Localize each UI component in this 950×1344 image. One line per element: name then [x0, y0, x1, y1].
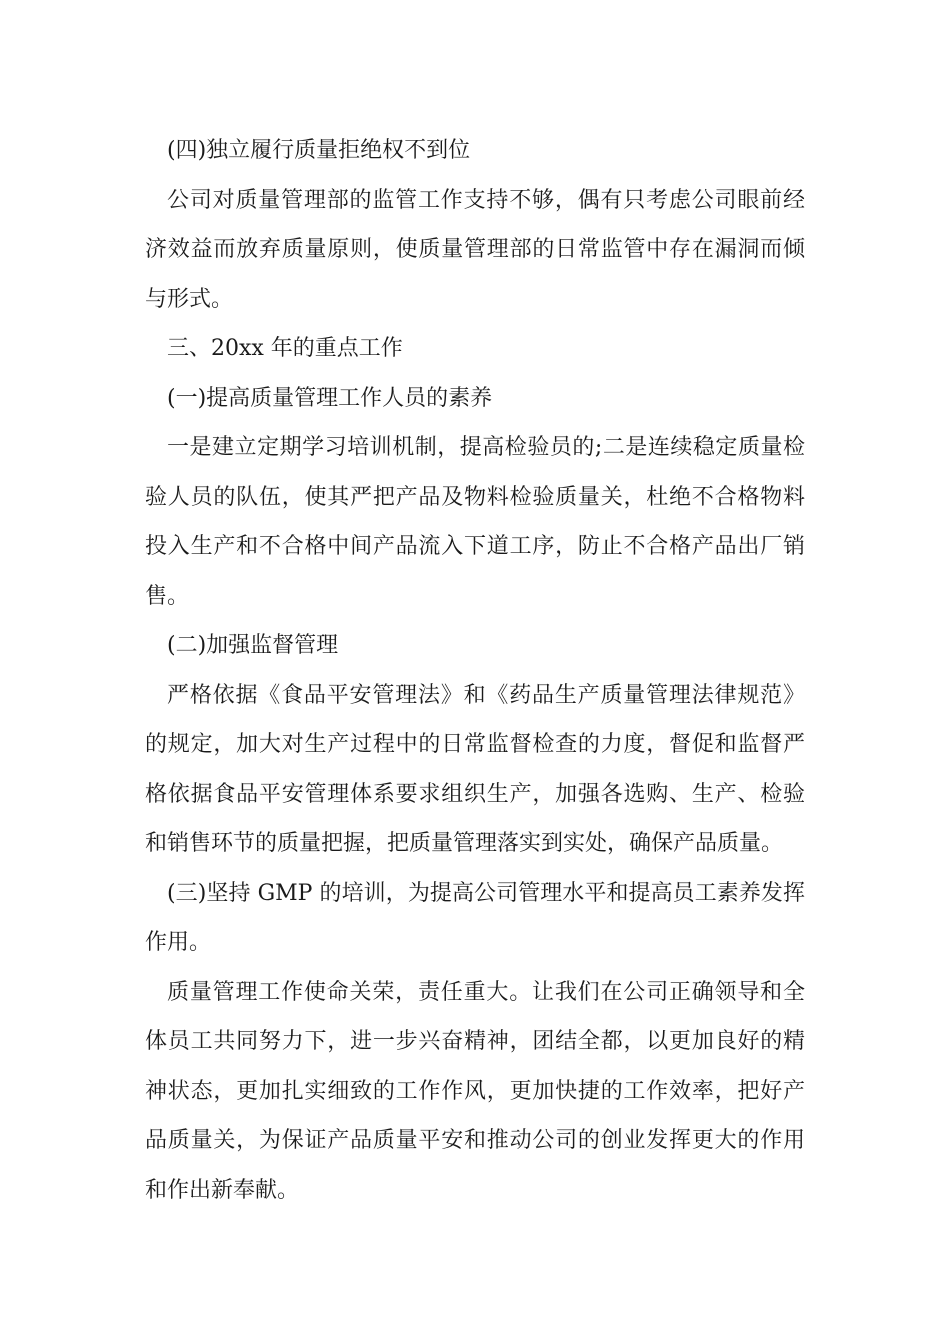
- text-line: 体员工共同努力下，进一步兴奋精神，团结全都，以更加良好的精: [145, 1029, 805, 1054]
- text-line: 投入生产和不合格中间产品流入下道工序，防止不合格产品出厂销: [145, 534, 805, 559]
- text-line: 售。: [145, 583, 190, 609]
- text-line: 严格依据《食品平安管理法》和《药品生产质量管理法律规范》: [167, 682, 805, 708]
- text-line: 济效益而放弃质量原则，使质量管理部的日常监管中存在漏洞而倾: [145, 237, 805, 262]
- text-line: (四)独立履行质量拒绝权不到位: [167, 138, 471, 163]
- text-line: 品质量关，为保证产品质量平安和推动公司的创业发挥更大的作用: [145, 1128, 805, 1153]
- text-line: 作用。: [145, 930, 212, 955]
- text-line: 格依据食品平安管理体系要求组织生产，加强各选购、生产、检验: [145, 781, 805, 807]
- text-line: (三)坚持 GMP 的培训，为提高公司管理水平和提高员工素养发挥: [167, 880, 805, 906]
- paragraph: [145, 968, 805, 1216]
- text-line: 质量管理工作使命关荣，责任重大。让我们在公司正确领导和全: [167, 979, 805, 1005]
- text-line: 三、20xx 年的重点工作: [167, 336, 403, 361]
- text-line: 一是建立定期学习培训机制，提高检验员的;二是连续稳定质量检: [167, 435, 805, 460]
- text-line: 的规定，加大对生产过程中的日常监督检查的力度，督促和监督严: [145, 732, 805, 757]
- text-line: 和销售环节的质量把握，把质量管理落实到实处，确保产品质量。: [145, 831, 784, 856]
- paragraph: [145, 176, 805, 325]
- text-line: (一)提高质量管理工作人员的素养: [167, 385, 493, 411]
- text-line: 神状态，更加扎实细致的工作作风，更加快捷的工作效率，把好产: [145, 1078, 805, 1104]
- section-heading: [145, 374, 805, 424]
- section-heading: [145, 126, 805, 176]
- text-line: 与形式。: [145, 286, 234, 312]
- paragraph: [145, 869, 805, 968]
- section-heading: [145, 621, 805, 671]
- text-line: 公司对质量管理部的监管工作支持不够，偶有只考虑公司眼前经: [167, 187, 805, 213]
- document-page: [145, 126, 805, 1215]
- paragraph: [145, 423, 805, 621]
- text-line: (二)加强监督管理: [167, 633, 339, 658]
- text-line: 和作出新奉献。: [145, 1177, 300, 1203]
- text-line: 验人员的队伍，使其严把产品及物料检验质量关，杜绝不合格物料: [145, 484, 805, 510]
- section-heading: [145, 324, 805, 374]
- paragraph: [145, 671, 805, 869]
